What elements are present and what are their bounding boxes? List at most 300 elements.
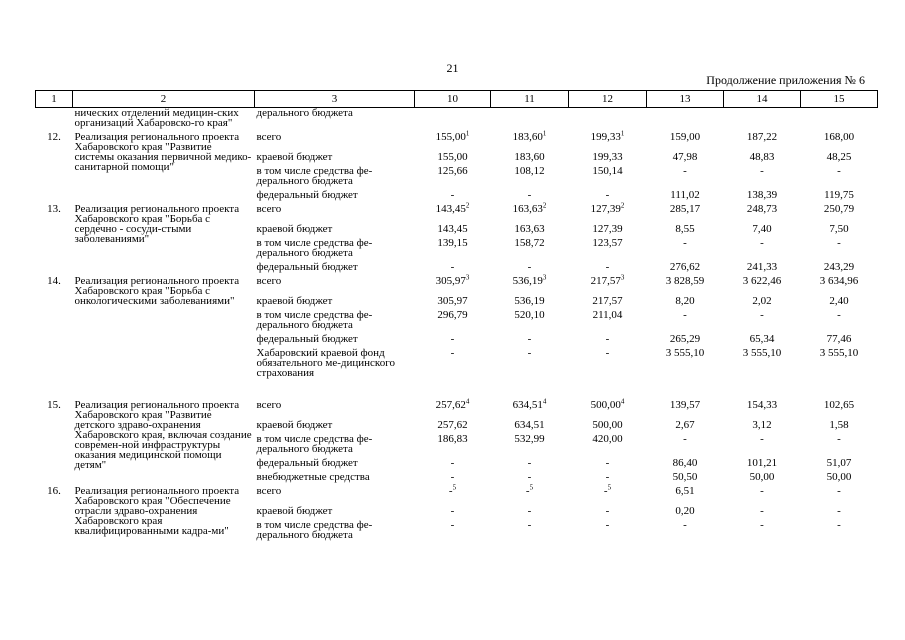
value-col-13-text: - — [683, 237, 687, 249]
table-row — [36, 128, 878, 148]
table-row — [36, 200, 878, 220]
funding-source — [255, 430, 415, 454]
value-col-11 — [491, 162, 569, 186]
row-number-text: 14. — [47, 275, 61, 287]
value-col-15-text: 119,75 — [824, 189, 854, 201]
value-col-10-text: 155,00 — [437, 151, 468, 163]
row-number-text: 13. — [47, 203, 61, 215]
value-col-10 — [415, 186, 491, 200]
value-col-11-text: - — [527, 519, 532, 531]
value-col-15 — [801, 200, 878, 220]
project-name-text: Реализация регионального проекта Хабаровского края "Борьба с онкологическими заболеваниями" — [74, 275, 240, 307]
value-col-14-text: 187,22 — [746, 131, 778, 143]
footnote-mark: 5 — [452, 483, 457, 492]
value-col-13-text: 8,55 — [675, 223, 695, 235]
funding-source — [255, 108, 415, 129]
value-col-15-text: 102,65 — [823, 399, 855, 411]
value-col-12 — [569, 330, 647, 344]
project-name — [73, 482, 255, 546]
value-col-11-text: - — [525, 485, 530, 497]
value-col-13 — [647, 148, 724, 162]
value-col-13 — [647, 108, 724, 129]
value-col-13 — [647, 344, 724, 396]
col-header: 10 — [415, 91, 491, 108]
value-col-14 — [724, 220, 801, 234]
value-col-14-text: 138,39 — [746, 189, 778, 201]
funding-source-text: дерального бюджета — [256, 107, 353, 119]
value-col-13-text: - — [683, 519, 687, 531]
value-col-10 — [415, 430, 491, 454]
value-col-15-text: 7,50 — [829, 223, 849, 235]
value-col-14 — [724, 186, 801, 200]
value-col-14 — [724, 468, 801, 482]
value-col-12-text: - — [605, 261, 610, 273]
value-col-11 — [491, 516, 569, 546]
value-col-12-text: - — [605, 505, 610, 517]
value-col-13 — [647, 306, 724, 330]
value-col-15-text: 243,29 — [823, 261, 855, 273]
value-col-13 — [647, 468, 724, 482]
value-col-10-text: 155,00 — [435, 131, 466, 143]
value-col-10 — [415, 128, 491, 148]
value-col-13 — [647, 162, 724, 186]
value-col-15-text: 1,58 — [829, 419, 849, 431]
value-col-11 — [491, 220, 569, 234]
row-number-text: 15. — [47, 399, 61, 411]
value-col-14-text: - — [760, 433, 764, 445]
value-col-14-text: 2,02 — [752, 295, 772, 307]
value-col-12-text: 500,00 — [592, 419, 623, 431]
value-col-10 — [415, 516, 491, 546]
value-col-13 — [647, 516, 724, 546]
value-col-12 — [569, 306, 647, 330]
funding-source-text: федеральный бюджет — [256, 189, 358, 201]
funding-source — [255, 200, 415, 220]
value-col-10-text: 305,97 — [437, 295, 468, 307]
value-col-11 — [491, 186, 569, 200]
funding-source-text: федеральный бюджет — [256, 457, 358, 469]
funding-source-text: краевой бюджет — [256, 223, 333, 235]
value-col-15 — [801, 416, 878, 430]
value-col-12 — [569, 258, 647, 272]
value-col-14-text: - — [760, 309, 764, 321]
value-col-14-text: 248,73 — [746, 203, 778, 215]
funding-source — [255, 306, 415, 330]
col-header: 14 — [724, 91, 801, 108]
funding-source-text: краевой бюджет — [256, 419, 333, 431]
value-col-10-text: - — [450, 347, 455, 359]
value-col-15 — [801, 234, 878, 258]
funding-source — [255, 234, 415, 258]
project-name — [73, 128, 255, 200]
value-col-15-text: 3 555,10 — [819, 347, 859, 359]
value-col-13-text: 111,02 — [670, 189, 700, 201]
value-col-10 — [415, 200, 491, 220]
footnote-mark: 2 — [542, 201, 547, 210]
row-number — [36, 482, 73, 546]
value-col-12-text: 199,33 — [592, 151, 623, 163]
value-col-13 — [647, 186, 724, 200]
value-col-15-text: 51,07 — [826, 457, 852, 469]
funding-source-text: всего — [256, 485, 282, 497]
value-col-11 — [491, 502, 569, 516]
col-header: 13 — [647, 91, 724, 108]
value-col-14 — [724, 416, 801, 430]
value-col-12 — [569, 430, 647, 454]
value-col-12-text: 127,39 — [592, 223, 623, 235]
funding-source — [255, 396, 415, 416]
value-col-12-text: 150,14 — [592, 165, 623, 177]
row-number-text: 16. — [47, 485, 61, 497]
footnote-mark: 1 — [465, 129, 470, 138]
budget-table — [35, 90, 878, 546]
value-col-10-text: 143,45 — [435, 203, 466, 215]
value-col-14-text: - — [760, 485, 764, 497]
value-col-13 — [647, 430, 724, 454]
row-number — [36, 396, 73, 482]
value-col-14-text: 50,00 — [749, 471, 775, 483]
value-col-13 — [647, 220, 724, 234]
value-col-10-text: 139,15 — [437, 237, 468, 249]
appendix-continuation: Продолжение приложения № 6 — [706, 73, 865, 87]
row-number — [36, 128, 73, 200]
funding-source-text: краевой бюджет — [256, 295, 333, 307]
value-col-15-text: 3 634,96 — [819, 275, 859, 287]
value-col-12-text: 217,57 — [590, 275, 621, 287]
value-col-14-text: - — [760, 237, 764, 249]
value-col-15 — [801, 396, 878, 416]
value-col-11 — [491, 128, 569, 148]
value-col-10-text: 143,45 — [437, 223, 468, 235]
value-col-12-text: 217,57 — [592, 295, 623, 307]
footnote-mark: 5 — [607, 483, 612, 492]
funding-source — [255, 220, 415, 234]
footnote-mark: 3 — [620, 273, 625, 282]
funding-source — [255, 292, 415, 306]
value-col-10-text: - — [450, 261, 455, 273]
funding-source — [255, 148, 415, 162]
value-col-11-text: - — [527, 189, 532, 201]
value-col-14-text: 154,33 — [746, 399, 778, 411]
value-col-13-text: 6,51 — [675, 485, 695, 497]
table-row — [36, 108, 878, 129]
value-col-13-text: 2,67 — [675, 419, 695, 431]
value-col-15 — [801, 502, 878, 516]
value-col-12-text: - — [605, 189, 610, 201]
value-col-14-text: - — [760, 505, 764, 517]
value-col-14 — [724, 330, 801, 344]
funding-source — [255, 454, 415, 468]
funding-source — [255, 186, 415, 200]
funding-source — [255, 344, 415, 396]
row-number — [36, 108, 73, 129]
value-col-14-text: 3,12 — [752, 419, 772, 431]
value-col-10 — [415, 272, 491, 292]
funding-source-text: внебюджетные средства — [256, 471, 370, 483]
value-col-14-text: 48,83 — [749, 151, 775, 163]
value-col-12-text: 211,04 — [592, 309, 623, 321]
footnote-mark: 1 — [542, 129, 547, 138]
footnote-mark: 2 — [465, 201, 470, 210]
value-col-10-text: 305,97 — [435, 275, 466, 287]
col-header: 1 — [36, 91, 73, 108]
value-col-11 — [491, 454, 569, 468]
value-col-11 — [491, 148, 569, 162]
funding-source — [255, 330, 415, 344]
value-col-10 — [415, 468, 491, 482]
table-row — [36, 272, 878, 292]
value-col-11-text: - — [527, 471, 532, 483]
value-col-11 — [491, 468, 569, 482]
value-col-10-text: - — [450, 457, 455, 469]
funding-source-text: в том числе средства фе-дерального бюджета — [256, 237, 373, 259]
value-col-15-text: - — [837, 519, 841, 531]
value-col-14 — [724, 306, 801, 330]
value-col-15-text: 2,40 — [829, 295, 849, 307]
footnote-mark: 1 — [620, 129, 625, 138]
funding-source-text: краевой бюджет — [256, 505, 333, 517]
value-col-15 — [801, 430, 878, 454]
value-col-11-text: 532,99 — [514, 433, 545, 445]
value-col-11 — [491, 330, 569, 344]
value-col-12 — [569, 502, 647, 516]
col-header: 12 — [569, 91, 647, 108]
value-col-12 — [569, 272, 647, 292]
value-col-12 — [569, 220, 647, 234]
value-col-13-text: - — [683, 309, 687, 321]
value-col-12 — [569, 234, 647, 258]
value-col-13-text: 8,20 — [675, 295, 695, 307]
value-col-10 — [415, 344, 491, 396]
funding-source-text: в том числе средства фе-дерального бюджета — [256, 309, 373, 331]
value-col-10 — [415, 148, 491, 162]
value-col-13 — [647, 454, 724, 468]
value-col-13 — [647, 330, 724, 344]
value-col-10 — [415, 454, 491, 468]
value-col-11 — [491, 272, 569, 292]
funding-source — [255, 516, 415, 546]
row-number-text: 12. — [47, 131, 61, 143]
value-col-15-text: 168,00 — [823, 131, 855, 143]
value-col-12 — [569, 162, 647, 186]
value-col-11 — [491, 258, 569, 272]
value-col-15 — [801, 220, 878, 234]
value-col-12 — [569, 292, 647, 306]
value-col-10 — [415, 220, 491, 234]
value-col-13-text: 285,17 — [669, 203, 701, 215]
value-col-15 — [801, 148, 878, 162]
value-col-12 — [569, 186, 647, 200]
value-col-12 — [569, 454, 647, 468]
value-col-11-text: 536,19 — [512, 275, 543, 287]
footnote-mark: 4 — [542, 397, 547, 406]
funding-source — [255, 258, 415, 272]
value-col-11 — [491, 108, 569, 129]
value-col-15 — [801, 108, 878, 129]
value-col-12-text: 127,39 — [590, 203, 621, 215]
page-number: 21 — [446, 61, 459, 75]
value-col-14-text: 3 622,46 — [742, 275, 782, 287]
value-col-10 — [415, 292, 491, 306]
value-col-12 — [569, 468, 647, 482]
value-col-12-text: - — [605, 471, 610, 483]
table-row — [36, 396, 878, 416]
value-col-11-text: 183,60 — [512, 131, 543, 143]
value-col-15-text: - — [837, 485, 841, 497]
value-col-11-text: 634,51 — [512, 399, 543, 411]
value-col-11-text: - — [527, 347, 532, 359]
value-col-13-text: - — [683, 165, 687, 177]
col-header: 2 — [73, 91, 255, 108]
funding-source — [255, 468, 415, 482]
value-col-13-text: 3 828,59 — [665, 275, 705, 287]
funding-source — [255, 482, 415, 502]
funding-source-text: в том числе средства фе-дерального бюджета — [256, 433, 373, 455]
value-col-12-text: 500,00 — [590, 399, 621, 411]
value-col-14-text: 241,33 — [746, 261, 778, 273]
value-col-12-text: - — [605, 347, 610, 359]
value-col-14-text: 7,40 — [752, 223, 772, 235]
value-col-10-text: - — [450, 189, 455, 201]
col-header: 3 — [255, 91, 415, 108]
footnote-mark: 4 — [465, 397, 470, 406]
value-col-14 — [724, 108, 801, 129]
funding-source-text: всего — [256, 131, 282, 143]
value-col-11-text: - — [527, 505, 532, 517]
value-col-13 — [647, 482, 724, 502]
value-col-11 — [491, 306, 569, 330]
value-col-15 — [801, 344, 878, 396]
value-col-11 — [491, 416, 569, 430]
value-col-12-text: 199,33 — [590, 131, 621, 143]
row-number — [36, 200, 73, 272]
value-col-14 — [724, 454, 801, 468]
footnote-mark: 3 — [542, 273, 547, 282]
value-col-12-text: 420,00 — [592, 433, 623, 445]
value-col-12-text: - — [605, 519, 610, 531]
value-col-15-text: - — [837, 309, 841, 321]
value-col-13-text: 50,50 — [672, 471, 698, 483]
value-col-14-text: 65,34 — [749, 333, 775, 345]
value-col-11 — [491, 482, 569, 502]
value-col-14 — [724, 344, 801, 396]
project-name-text: нических отделений медицин-ских организаций Хабаровско-го края" — [74, 107, 239, 129]
project-name-text: Реализация регионального проекта Хабаровского края "Борьба с сердечно - сосуди-стыми заболеваниями" — [74, 203, 240, 245]
value-col-11 — [491, 396, 569, 416]
value-col-10-text: - — [448, 485, 453, 497]
value-col-10 — [415, 234, 491, 258]
value-col-14 — [724, 148, 801, 162]
value-col-15 — [801, 128, 878, 148]
funding-source — [255, 272, 415, 292]
value-col-10-text: 186,83 — [437, 433, 468, 445]
value-col-14 — [724, 502, 801, 516]
project-name — [73, 272, 255, 396]
value-col-11-text: 520,10 — [514, 309, 545, 321]
funding-source-text: всего — [256, 275, 282, 287]
value-col-10 — [415, 416, 491, 430]
col-header: 11 — [491, 91, 569, 108]
value-col-11 — [491, 234, 569, 258]
value-col-13-text: 3 555,10 — [665, 347, 705, 359]
value-col-10-text: 257,62 — [437, 419, 468, 431]
value-col-10-text: - — [450, 519, 455, 531]
value-col-12-text: - — [605, 457, 610, 469]
table-row — [36, 482, 878, 502]
value-col-11 — [491, 344, 569, 396]
value-col-14 — [724, 516, 801, 546]
value-col-12 — [569, 108, 647, 129]
value-col-15 — [801, 468, 878, 482]
value-col-14-text: - — [760, 519, 764, 531]
value-col-15 — [801, 292, 878, 306]
value-col-14 — [724, 272, 801, 292]
value-col-12 — [569, 344, 647, 396]
funding-source-text: федеральный бюджет — [256, 333, 358, 345]
value-col-13-text: 159,00 — [669, 131, 701, 143]
value-col-12 — [569, 396, 647, 416]
value-col-14 — [724, 200, 801, 220]
footnote-mark: 5 — [529, 483, 534, 492]
value-col-14-text: 3 555,10 — [742, 347, 782, 359]
funding-source-text: всего — [256, 399, 282, 411]
value-col-10 — [415, 108, 491, 129]
value-col-13 — [647, 416, 724, 430]
value-col-12-text: - — [603, 485, 608, 497]
value-col-13 — [647, 396, 724, 416]
value-col-12 — [569, 482, 647, 502]
value-col-15-text: 77,46 — [826, 333, 852, 345]
value-col-11-text: 158,72 — [514, 237, 545, 249]
value-col-11-text: 536,19 — [514, 295, 545, 307]
value-col-13-text: 0,20 — [675, 505, 695, 517]
value-col-11-text: 163,63 — [514, 223, 545, 235]
value-col-15 — [801, 186, 878, 200]
value-col-15 — [801, 330, 878, 344]
funding-source-text: краевой бюджет — [256, 151, 333, 163]
value-col-12 — [569, 148, 647, 162]
funding-source — [255, 416, 415, 430]
value-col-15 — [801, 482, 878, 502]
value-col-13 — [647, 128, 724, 148]
column-number-row — [36, 91, 878, 108]
value-col-15-text: - — [837, 237, 841, 249]
value-col-10-text: 125,66 — [437, 165, 468, 177]
funding-source-text: в том числе средства фе-дерального бюджета — [256, 165, 373, 187]
value-col-10 — [415, 330, 491, 344]
value-col-15 — [801, 272, 878, 292]
value-col-15 — [801, 306, 878, 330]
value-col-14 — [724, 234, 801, 258]
value-col-15-text: - — [837, 505, 841, 517]
project-name-text: Реализация регионального проекта Хабаровского края "Обеспечение отрасли здраво-охранения Хабаровского края квалифицированными кадра-ми" — [74, 485, 240, 537]
project-name — [73, 108, 255, 129]
value-col-15 — [801, 454, 878, 468]
value-col-14 — [724, 396, 801, 416]
value-col-14 — [724, 128, 801, 148]
value-col-14 — [724, 258, 801, 272]
funding-source-text: федеральный бюджет — [256, 261, 358, 273]
value-col-10-text: - — [450, 505, 455, 517]
project-name-text: Реализация регионального проекта Хабаровского края "Развитие детского здраво-охранения Хабаровского края, включая создание современ-ной инфраструктуры оказания медицинской помощи детям" — [74, 399, 252, 471]
value-col-11 — [491, 430, 569, 454]
value-col-13 — [647, 258, 724, 272]
value-col-15-text: 50,00 — [826, 471, 852, 483]
value-col-11-text: 108,12 — [514, 165, 545, 177]
funding-source-text: в том числе средства фе-дерального бюджета — [256, 519, 373, 541]
value-col-10-text: 296,79 — [437, 309, 468, 321]
value-col-11 — [491, 292, 569, 306]
